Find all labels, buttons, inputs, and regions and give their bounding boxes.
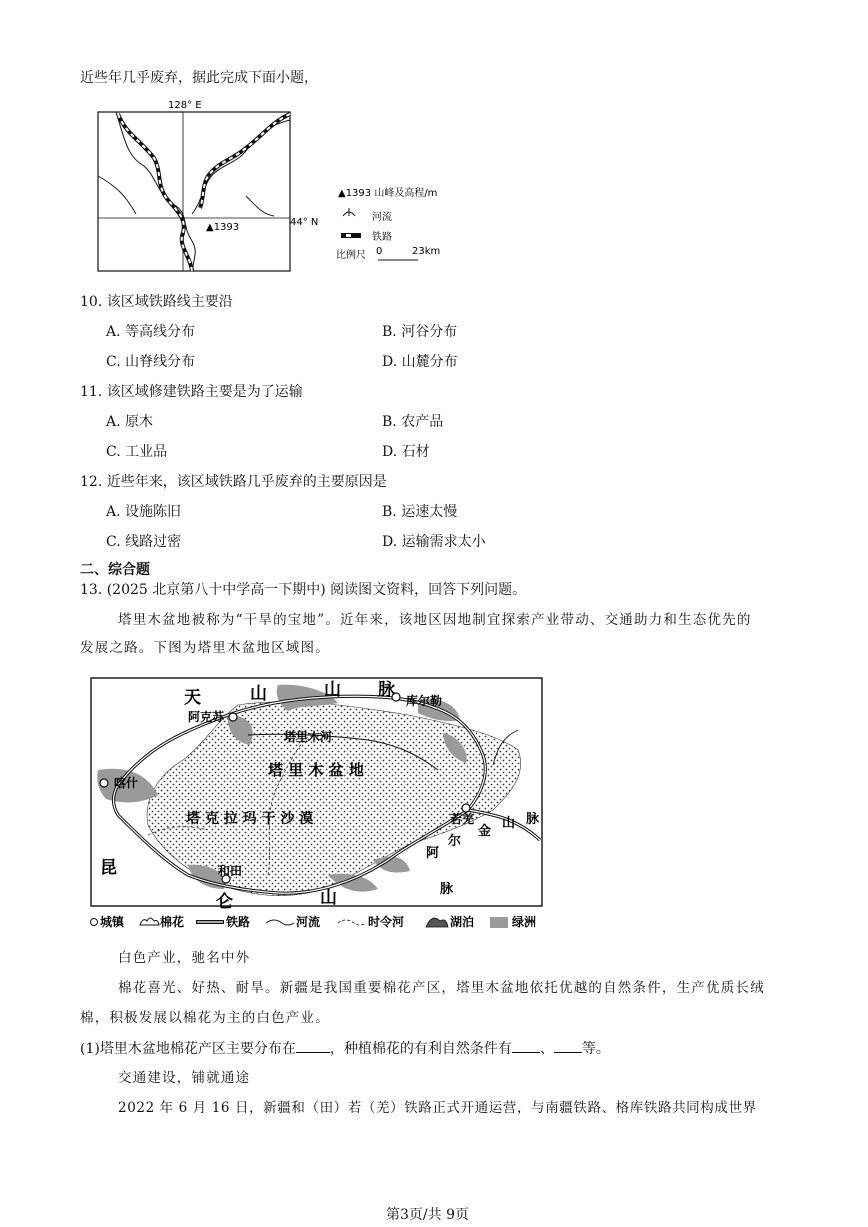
longitude-label: 128° E (168, 100, 202, 111)
question-13-stem: 13. (2025 北京第八十中学高一下期中) 阅读图文资料，回答下列问题。 (80, 582, 527, 598)
legend-river: 河流 (372, 212, 392, 223)
railway-region-map (96, 96, 456, 276)
q10-option-c[interactable]: C. 山脊线分布 (106, 354, 196, 370)
q13-para1-line2: 发展之路。下图为塔里木盆地区域图。 (80, 640, 330, 656)
label-kashi: 喀什 (114, 776, 139, 790)
intro-line: 近些年几乎废弃，据此完成下面小题， (80, 70, 318, 86)
q13-part1-b: ，种植棉花的有利自然条件有 (329, 1041, 512, 1057)
q12-option-c[interactable]: C. 线路过密 (106, 534, 182, 550)
legend-scale-dist: 23km (412, 246, 441, 257)
q13-part1-a: (1)塔里木盆地棉花产区主要分布在 (80, 1041, 296, 1057)
legend-cotton-icon (140, 918, 159, 925)
legend-oasis-icon (490, 917, 508, 928)
town-kashi (100, 779, 108, 787)
page-footer: 第3页/共 9页 (386, 1207, 469, 1223)
section-2-title: 二、综合题 (80, 562, 150, 578)
legend-cotton: 棉花 (160, 915, 185, 929)
label-desert: 塔 克 拉 玛 干 沙 漠 (186, 811, 314, 827)
legend-seasonal-river-icon (338, 920, 366, 925)
legend-railway: 铁路 (226, 915, 251, 929)
label-shan2: 山 (324, 680, 341, 700)
peak-1393: ▲1393 (206, 222, 240, 233)
q11-option-d[interactable]: D. 石材 (382, 444, 430, 460)
label-aerjin-jin: 金 (478, 824, 492, 839)
label-tian: 天 (184, 688, 201, 708)
town-aksu (229, 713, 237, 721)
legend-lake: 湖泊 (450, 915, 475, 929)
q12-option-b[interactable]: B. 运速太慢 (382, 504, 458, 520)
legend-river: 河流 (296, 915, 321, 929)
river-northeast (192, 120, 290, 214)
label-ruoqiang: 若羌 (450, 812, 475, 826)
sub1-title: 白色产业，驰名中外 (118, 950, 251, 966)
q10-option-d[interactable]: D. 山麓分布 (382, 354, 458, 370)
label-aerjin-mai: 脉 (526, 812, 540, 827)
legend-scale-label: 比例尺 (336, 250, 366, 261)
answer-blank-3[interactable] (554, 1038, 582, 1053)
latitude-label: 44° N (290, 217, 319, 228)
legend-seasonal-river: 时令河 (368, 915, 405, 929)
label-kunshan: 山 (320, 888, 337, 908)
label-aksu: 阿克苏 (188, 710, 225, 724)
q10-option-a[interactable]: A. 等高线分布 (106, 324, 196, 340)
q11-option-a[interactable]: A. 原木 (106, 414, 154, 430)
label-korla: 库尔勒 (406, 694, 443, 708)
label-mai: 脉 (378, 680, 395, 700)
q12-option-a[interactable]: A. 设施陈旧 (106, 504, 182, 520)
q13-para1-line1: 塔里木盆地被称为“干旱的宝地”。近年来，该地区因地制宜探索产业带动、交通助力和生态优先的 (118, 612, 752, 628)
label-kun: 昆 (100, 858, 117, 878)
q12-option-d[interactable]: D. 运输需求太小 (382, 534, 486, 550)
river-east (246, 196, 274, 216)
label-shan: 山 (250, 684, 267, 704)
label-aerjin-mai-2: 脉 (440, 882, 454, 897)
q11-option-b[interactable]: B. 农产品 (382, 414, 444, 430)
legend-peak: ▲1393 山峰及高程/m (338, 188, 438, 199)
answer-blank-2[interactable] (512, 1038, 540, 1053)
label-aerjin-a: 阿 (426, 846, 440, 861)
town-ruoqiang (462, 804, 470, 812)
q13-part1-c: 、 (539, 1041, 554, 1057)
label-aerjin-er: 尔 (448, 834, 462, 849)
label-aerjin-shan: 山 (502, 816, 516, 831)
q13-part1-d: 等。 (581, 1041, 610, 1057)
label-lun: 仑 (216, 892, 233, 912)
sub2-line1: 2022 年 6 月 16 日，新疆和（田）若（羌）铁路正式开通运营，与南疆铁路、格库铁路共同构成世界 (118, 1100, 757, 1116)
q11-option-c[interactable]: C. 工业品 (106, 444, 168, 460)
railway-outer (118, 114, 192, 271)
sub1-line2: 棉，积极发展以棉花为主的白色产业。 (80, 1010, 330, 1026)
tarim-basin-map (88, 675, 550, 937)
legend-town-icon (91, 919, 98, 926)
q13-part1 (80, 1038, 610, 1059)
railway-inner (118, 114, 192, 271)
legend-town: 城镇 (100, 915, 125, 929)
legend-river-icon (266, 920, 294, 925)
legend-scale-zero: 0 (376, 246, 383, 257)
legend-lake-icon (426, 918, 448, 927)
sub1-line1: 棉花喜光、好热、耐旱。新疆是我国重要棉花产区，塔里木盆地依托优越的自然条件，生产优质长绒 (118, 980, 765, 996)
river-west (98, 176, 136, 214)
legend-oasis: 绿洲 (512, 915, 537, 929)
question-10-stem: 10. 该区域铁路线主要沿 (80, 294, 233, 310)
q10-option-b[interactable]: B. 河谷分布 (382, 324, 458, 340)
label-hotan: 和田 (218, 864, 243, 878)
question-11-stem: 11. 该区域修建铁路主要是为了运输 (80, 384, 303, 400)
label-tarim-river: 塔里木河 (284, 730, 333, 744)
answer-blank-1[interactable] (296, 1038, 330, 1053)
question-12-stem: 12. 近些年来，该区域铁路几乎废弃的主要原因是 (80, 474, 387, 490)
legend-railway: 铁路 (372, 232, 392, 243)
sub2-title: 交通建设，铺就通途 (118, 1070, 251, 1086)
label-basin: 塔 里 木 盆 地 (268, 761, 364, 779)
